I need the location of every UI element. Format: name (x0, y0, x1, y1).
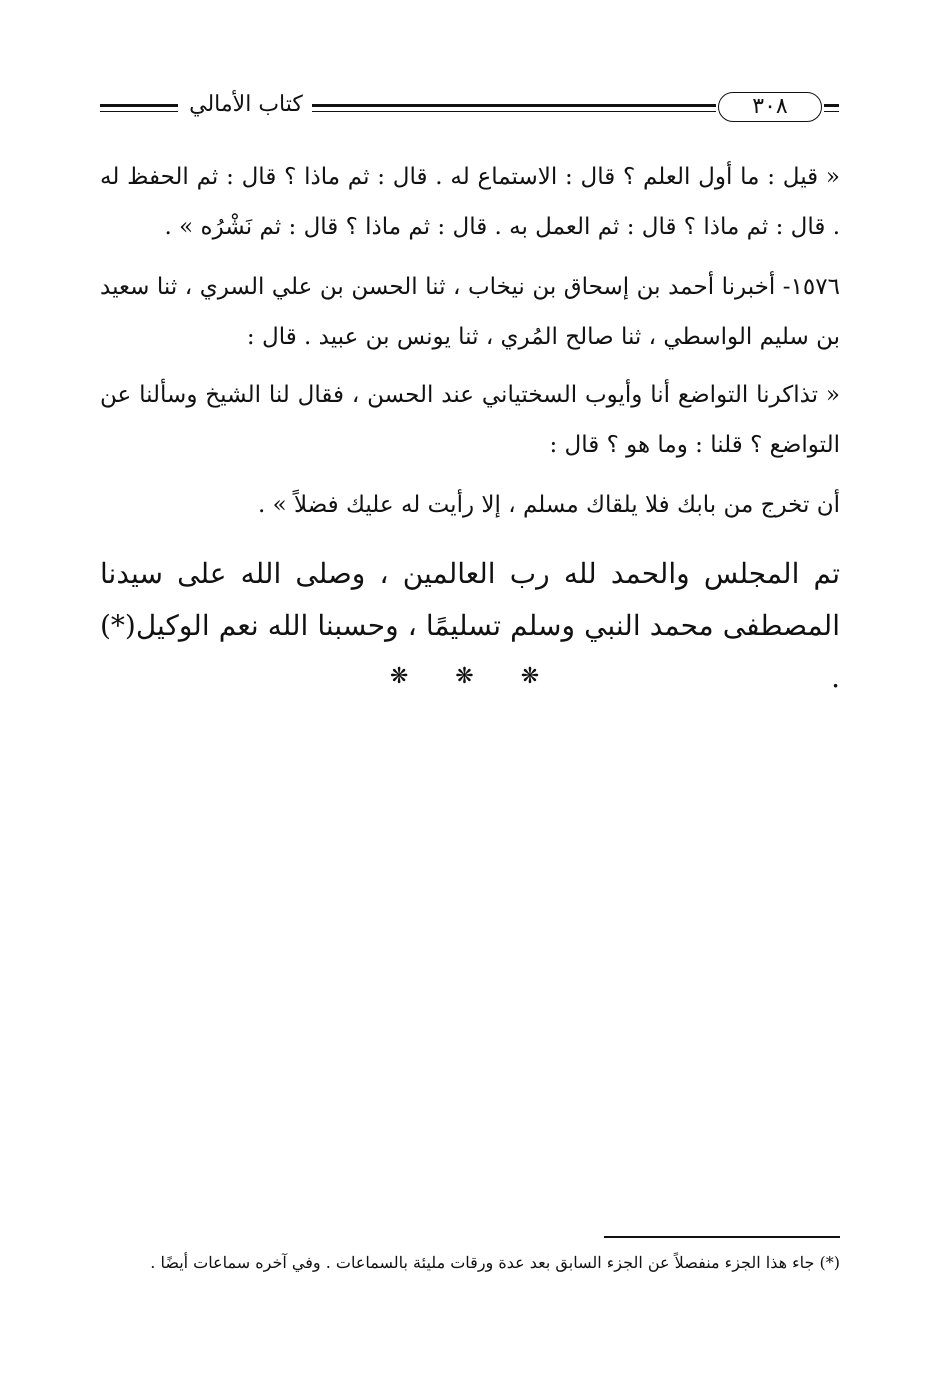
footnote-rule (604, 1236, 840, 1238)
footnote: (*) جاء هذا الجزء منفصلاً عن الجزء السابق بعد عدة ورقات مليئة بالسماعات . وفي آخره سماعات أيضًا . (150, 1253, 840, 1272)
header-rule-right (824, 104, 839, 114)
page-header (100, 90, 839, 130)
header-rule-left (100, 104, 178, 114)
paragraph-humility-answer: أن تخرج من بابك فلا يلقاك مسلم ، إلا رأيت له عليك فضلاً » . (258, 492, 840, 518)
paragraph-hadith-1576: ١٥٧٦- أخبرنا أحمد بن إسحاق بن نيخاب ، ثنا الحسن بن علي السري ، ثنا سعيد بن سليم الواسطي ، ثنا صالح المُري ، ثنا يونس بن عبيد . قال : (100, 274, 840, 350)
paragraph-quote-knowledge: « قيل : ما أول العلم ؟ قال : الاستماع له . قال : ثم ماذا ؟ قال : ثم الحفظ له . قال : ثم ماذا ؟ قال : ثم العمل به . قال : ثم ماذا ؟ قال : ثم نَشْرُه » . (100, 164, 840, 240)
page-number: ٣٠٨ (718, 92, 822, 122)
section-separator: ❋ ❋ ❋ (389, 664, 560, 689)
paragraph-session-end: تم المجلس والحمد لله رب العالمين ، وصلى الله على سيدنا المصطفى محمد النبي وسلم تسليمًا ، وحسبنا الله نعم الوكيل(*) . (100, 557, 840, 694)
header-rule-middle (312, 104, 716, 114)
book-title: كتاب الأمالي (189, 92, 303, 117)
paragraph-humility: « تذاكرنا التواضع أنا وأيوب السختياني عند الحسن ، فقال لنا الشيخ وسألنا عن التواضع ؟ قلنا : وما هو ؟ قال : (100, 382, 840, 458)
